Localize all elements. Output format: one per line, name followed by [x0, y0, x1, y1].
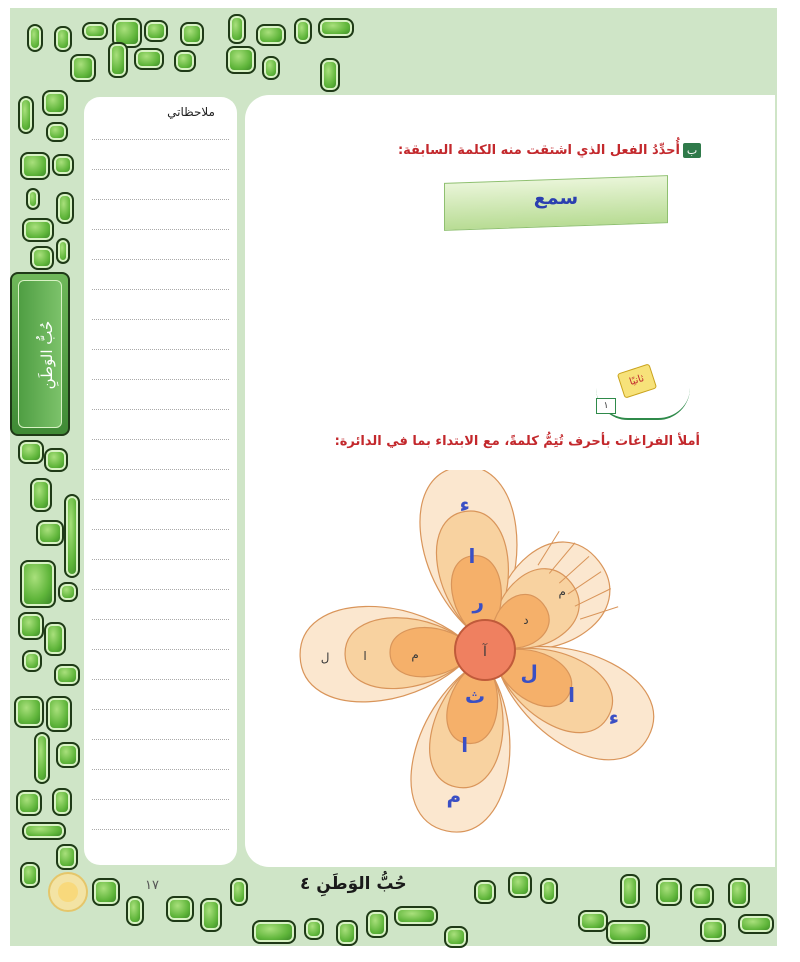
- notes-line[interactable]: [92, 559, 229, 560]
- notes-line[interactable]: [92, 169, 229, 170]
- question-b-prompt: أُحدِّدُ الفعل الذي اشتقت منه الكلمة السابقة:: [397, 143, 680, 158]
- notes-panel: [84, 97, 237, 865]
- petal-letter-upper_right: م: [558, 584, 566, 599]
- notes-line[interactable]: [92, 739, 229, 740]
- notes-line[interactable]: [92, 379, 229, 380]
- chapter-side-title: حُبُّ الوَطَنِ: [38, 320, 56, 390]
- petal-letter-bottom: ث: [464, 683, 486, 708]
- page-number: ١٧: [145, 878, 159, 893]
- petal-letter-right: ل: [520, 660, 538, 685]
- petal-letter-top: ء: [459, 492, 470, 517]
- notes-line[interactable]: [92, 319, 229, 320]
- notes-line[interactable]: [92, 829, 229, 830]
- notes-line[interactable]: [92, 589, 229, 590]
- notes-line[interactable]: [92, 409, 229, 410]
- notes-title: ملاحظاتي: [167, 105, 215, 119]
- petal-letter-left: م: [411, 647, 419, 662]
- notes-line[interactable]: [92, 529, 229, 530]
- notes-line[interactable]: [92, 349, 229, 350]
- answer-box[interactable]: [444, 175, 668, 231]
- notes-line[interactable]: [92, 619, 229, 620]
- petal-letter-bottom: م: [446, 783, 462, 808]
- section-instruction: أملأ الفراغات بأحرف تُتِمُّ كلمةً، مع الابتداء بما في الدائرة:: [334, 434, 700, 449]
- question-b-marker: ب: [683, 143, 701, 158]
- letter-flower-diagram: [295, 470, 675, 840]
- notes-line[interactable]: [92, 769, 229, 770]
- notes-line[interactable]: [92, 499, 229, 500]
- notes-line[interactable]: [92, 709, 229, 710]
- notes-line[interactable]: [92, 649, 229, 650]
- petal-letter-top: ا: [468, 543, 476, 568]
- notes-line[interactable]: [92, 799, 229, 800]
- notes-line[interactable]: [92, 199, 229, 200]
- chapter-side-tab: [10, 272, 70, 436]
- petal-letter-bottom: ا: [461, 732, 469, 757]
- notes-line[interactable]: [92, 259, 229, 260]
- petal-letter-right: ا: [568, 683, 575, 708]
- petal-letter-upper_right: د: [523, 612, 529, 627]
- petal-letter-top: ر: [472, 589, 485, 614]
- notes-line[interactable]: [92, 139, 229, 140]
- notes-line[interactable]: [92, 439, 229, 440]
- footer-title: حُبُّ الوَطَنِ ٤: [300, 874, 407, 894]
- center-letter: آ: [483, 644, 487, 660]
- notes-line[interactable]: [92, 289, 229, 290]
- answer-text: سمع: [533, 187, 579, 209]
- section-number: ١: [596, 398, 616, 414]
- petal-letter-left: ل: [320, 650, 330, 665]
- page-corner-ornament: [48, 872, 88, 912]
- notes-line[interactable]: [92, 229, 229, 230]
- notes-line[interactable]: [92, 469, 229, 470]
- section-badge: ثانيًا: [617, 363, 657, 398]
- petal-letter-left: ا: [363, 649, 367, 664]
- petal-letter-right: ء: [608, 705, 620, 730]
- notes-line[interactable]: [92, 679, 229, 680]
